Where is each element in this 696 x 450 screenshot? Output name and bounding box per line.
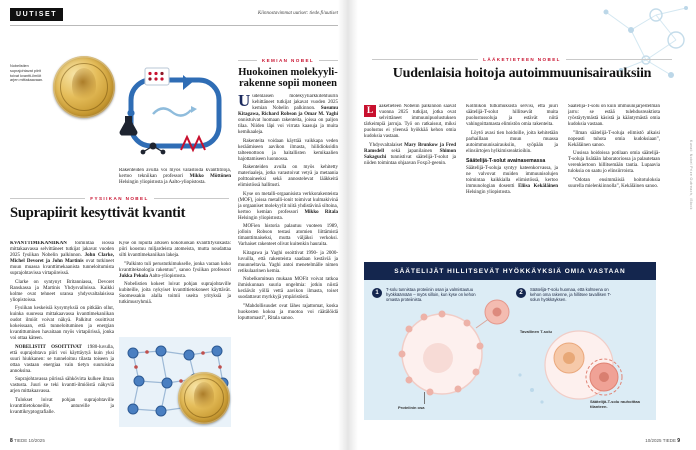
headline-line: Huokoinen molekyyli- [238,67,338,78]
step-2-badge: 2 [516,288,526,298]
body-paragraph: Rakenteiden avulla on myös kehitetty materiaaleja, jotka varastoivat vetyä ja metaania polttoaineeksi sekä annostelevat lääkkeitä elimistössä hallitusti. [238,165,338,189]
treg-label: Säätelijä-T-solu rauhoittaa tilanteen. [590,399,640,409]
protein-label: Proteiinin osa [398,405,425,410]
researcher-name: Mikko Möttönen [189,174,231,179]
infographic-panel [364,280,656,420]
body-span: Helsingin yliopistosta. [238,215,283,221]
chemistry-column [238,94,338,424]
researcher-name: Eliisa Kekäläinen [518,183,558,189]
page-number: 9 [677,438,680,444]
body-span: tunnistivat säätelijä-T-solut ja niiden toimintaa ohjaavan Foxp3-geenin. [364,154,456,166]
physics-column-1 [10,241,114,431]
body-span: 1980-luvulla, että suprajohtava piiri voi käyttäytyä kuin yksi suuri hiukkanen: se tunneloituu tilasta toiseen ja ottaa vastaan energiaa vain tietyn suuruisina annoksina. [10,344,114,374]
body-span: ääketieteen Nobelin palkinnon saavat vuonna 2025 tutkijat, jotka ovat selvittäneet immuunipuolustuksen tärkeimpiä jarruja. Työ on ratkaissut, miksi puolustus ei yleensä hyökkää kehon omia kudoksia vastaan. [364,104,456,139]
masthead-tagline: Kiinnostavimmat uutiset: tiede.fi/uutiset [257,11,338,16]
researcher-name: Mikko Ritala [304,209,338,215]
right-page [348,0,696,450]
body-paragraph: Suprajohtavassa piirissä sähkövirta kulkee ilman vastusta. Juuri se teki kvantti-ilmiöistä näkyviä arjen mittakaavassa. [10,377,114,394]
label-leader-line [424,392,425,404]
physics-photo-caption: Nobelistien suprajohtavat piirit toivat kvantti-ilmiöt arjen mittakaavaan. [10,64,44,83]
body-span: Aalto-yliopistosta. [148,273,187,279]
researcher-name: Jukka Pekola [119,273,149,279]
step-1-text: T-solu tunnistaa proteiinin osan ja valmistautuu hyökkäämään – myös silloin, kun kyse on kehon omasta proteiinista. [386,287,476,303]
body-span: Yhdysvaltalaiset [369,142,405,148]
sidetext-post: Helsingin yliopistosta ja Aalto-yliopistosta. [119,180,206,185]
issue-label: TIEDE 10/2025 [14,438,45,443]
body-span: sekä japanilainen [384,148,440,154]
section-subhead: Säätelijä-T-solut avainasemassa [466,157,546,164]
body-span: ovat tutkineet muun muassa kvanttimekaanista tunneloitumista suprajohtavissa virtapiireissä. [10,259,114,276]
drop-cap: L [364,105,376,117]
body-paragraph: ”Ilman säätelijä-T-soluja elimistö alkaisi nopeasti tuhota omia kudoksiaan”, Kekäläinen sanoo. [568,130,660,148]
infographic [364,262,656,420]
body-paragraph: MOFien historia palautuu vuoteen 1989, jolloin Robson testasi atomien liittämistä timanttimaiseksi, mutta väljäksi verkoksi. Varhaiset rakenteet olivat kuitenkin hauraita. [238,224,338,248]
body-paragraph: ”Mahdollisuudet ovat lähes rajattomat, koska huokosten kokoa ja muotoa voi räätälöidä loputtomasti”, Ritala sanoo. [238,303,338,321]
molecule-process-diagram-illustration [119,64,231,162]
body-paragraph: Nobelistien kokeet loivat pohjan suprajohtaville kubiteille, joita nykyiset kvanttitietokoneet käyttävät. Suomessakin alalla toimii useita yrityksiä ja tutkimusryhmiä. [119,282,231,305]
physics-headline: Suprapiirit kesyttivät kvantit [10,205,186,221]
header-rule [10,25,338,26]
physics-kicker: FYSIIKAN NOBEL [10,196,229,201]
body-paragraph: Uusissa hoidoissa potilaan omia säätelijä-T-soluja lisätään laboratoriossa ja palautetaan verenkiertoon hillitsemään tautia. Lupaavia tuloksia on saatu jo elinsiirroista. [568,151,660,174]
body-paragraph: Rakenteita voidaan käyttää vaikkapa veden keräämiseen aavikon ilmasta, hiilidioksidin talteenottoon ja haitallisten kemikaalien hajottamiseen luonnossa. [238,138,338,162]
sidetext-pre: Rakenteiden avulla voi myös varastoida kvanttitiloja, kertoo tekniikan professori [119,168,231,179]
step-1-badge: 1 [372,288,382,298]
infographic-title: SÄÄTELIJÄT HILLITSEVÄT HYÖKKÄYKSIÄ OMIA VASTAAN [364,262,656,280]
laureate-names: John Clarke, Michel Devoret ja John Martinis [10,253,114,264]
body-paragraph: Fysiikan keskeisiä kysymyksiä on pitkään ollut, kuinka suuressa mittakaavassa kvanttimekaniikan oudot ilmiöt voivat näkyä. Palkitut osoittivat kokeissaan, että tunneloituminen ja energian kvantittuminen havaitaan myös virtapiirissä, jonka voi ottaa käteen. [10,306,114,341]
body-paragraph: Clarke on syntynyt Britanniassa, Devoret Ranskassa ja Martinis Yhdysvalloissa. Kaikki kolme ovat tehneet uransa yhdysvaltalaisissa yliopistoissa. [10,279,114,303]
step-2-text: Säätelijä-T-solu huomaa, että kohteena on kehon oma rakenne, ja hillitsee tavallisen T-solun hyökkäyksen. [530,287,612,303]
body-span: ”Palkinto tuli perustutkimukselle, jonka varaan koko kvanttiteknologia rakentuu”, sanoo fysiikan professori [119,261,231,273]
page-number: 8 [10,438,13,444]
laureate-names: Shimon Sakaguchi [364,148,456,160]
chemistry-article [238,58,338,424]
laureate-names: Mary Brunkow ja Fred Ramsdell [364,142,456,154]
body-paragraph: Kolmikon tutkimuksista selvisi, että juuri säätelijä-T-solut hillitsevät muita puolustussoluja ja estävät niitä vahingoittamasta elimistön omia rakenteita. [466,104,558,127]
right-folio [645,438,680,444]
body-span: Kyse on metalli-orgaanisista verkkorakenteista (MOF), joissa metalli-ionit toimivat kulmakivinä ja orgaaniset molekyylit niitä yhdistävinä siltoina, kertoo kemian professori [238,191,338,215]
drop-cap: U [238,94,251,111]
medicine-column-2 [466,104,558,256]
tcell-label: Tavallinen T-solu [519,329,552,334]
body-span: toimintaa isossa mittakaavassa selvittäneet tutkijat jakavat vuoden 2025 fysiikan Nobelin palkinnon. [10,241,114,258]
chemistry-kicker: KEMIAN NOBEL [238,58,338,63]
headline-line: rakenne sopii moneen [238,78,337,90]
section-tag: UUTISET [10,8,63,21]
issue-label: 10/2025 TIEDE [645,438,676,443]
body-span: Helsingin yliopistosta. [466,189,511,195]
body-paragraph: Löytö avasi tien hoidoille, joita kehitetään parhaillaan muun muassa autoimmuunisairauksiin, syöpään ja elinsiirtojen hylkimisreaktioihin. [466,130,558,154]
medicine-column-1 [364,104,456,256]
body-paragraph: ”Odotan ensimmäisiä hoitotuloksia suurella mielenkiinnolla”, Kekäläinen sanoo. [568,177,660,189]
nobel-medal-small-image [178,372,230,424]
nobel-medal-image [53,56,115,118]
body-paragraph: Kitagawa ja Yaghi osoittivat 1990- ja 2000-luvuilla, että rakenteista saadaan kestäviä ja muunneltavia. Yaghi antoi menetelmälle nimen retikulaarinen kemia. [238,250,338,274]
laureate-names: Susumu Kitagawa, Richard Robson ja Omar M. Yaghi [238,106,338,118]
lead-in: NOBELISTIT OSOITTIVAT [15,344,82,350]
body-span: Säätelijä-T-soluja syntyy kateenkorvassa, ja ne valvovat muiden immuunisolujen toimintaa kaikkialla elimistössä, kertoo immunologian dosentti [466,165,558,189]
body-span: onnistuivat luomaan rakenteita, joissa on paljon tilaa. Niiden läpi voi virrata kaasuja ja muita kemikaaleja. [238,118,338,136]
physics-column-2 [119,241,231,333]
body-span: udenlaisen molekyyliarkkitehtuurin kehittäneet tutkijat jakavat vuoden 2025 kemian Nobelin palkinnon. [252,94,338,112]
body-paragraph: Nobelkomitean mukaan MOFit voivat ratkoa ihmiskunnan suuria ongelmia: jotkin niistä keräävät yöllä vettä aavikon ilmasta, toiset suodattavat myrkkyjä ympäristöstä. [238,277,338,301]
body-paragraph: Tulokset loivat pohjan suprajohtaville kvanttitietokoneille, antureille ja kvanttikryptografialle. [10,397,114,415]
lead-in: KVANTTIMEKANIIKAN [10,241,67,246]
chemistry-headline [238,67,338,89]
medicine-column-3 [568,104,660,256]
photo-credits: Kuvat: Nobel Prize Outreach, iStock [689,140,693,210]
body-paragraph: Säätelijä-T-solu on kuin immuunijärjestelmän jarru: se estää tulehdusreaktiota ryöstäytymästä käsistä ja kääntymästä omia kudoksia vastaan. [568,104,660,127]
medicine-headline: Uudenlaisia hoitoja autoimmuunisairauksiin [392,66,652,81]
left-folio [10,438,45,444]
body-paragraph: Kyse on lopulta arkisen kokoluokan kvanttifysiikasta: piiri koostuu miljardeista atomeista, mutta noudattaa silti kvanttimekaniikan lakeja. [119,241,231,258]
medicine-kicker: LÄÄKETIETEEN NOBEL [372,57,672,62]
